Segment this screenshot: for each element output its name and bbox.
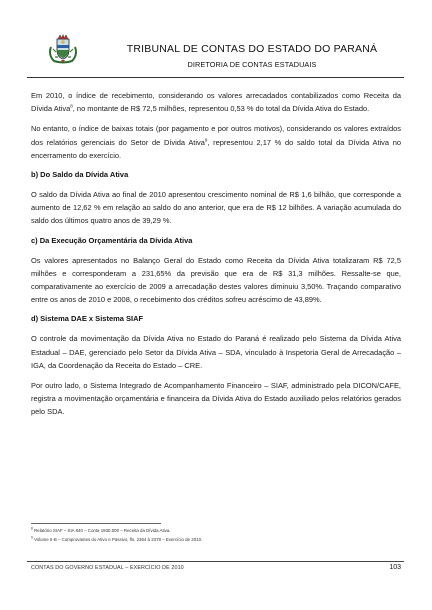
footer-divider: [27, 561, 404, 562]
paragraph-total-writeoffs-text-b: , representou 2,17 % do saldo total da Dívida Ativa no encerramento do exercício.: [31, 137, 401, 160]
footnote-text: Relatório SIAF – SIA 840 – Conta 1930.000 – Receita da Dívida Ativa.: [34, 528, 171, 533]
paragraph-receipt-index-text-b: , no montante de R$ 72,5 milhões, representou 0,53 % do total da Dívida Ativa do Estado.: [72, 104, 370, 114]
paragraph-debt-balance: O saldo da Dívida Ativa ao final de 2010 apresentou crescimento nominal de R$ 1,6 bilhão, que corresponde a aumento de 12,62 % em relação ao saldo do ano anterior, que era de R$ 12 bilhões. A variação acumulada do saldo dos últimos quatro anos de 39,29 %.: [31, 190, 401, 226]
footnote-number: 8: [31, 526, 33, 531]
footnote-number: 9: [31, 535, 33, 540]
footnote-separator: [31, 523, 161, 524]
footnote-ref-9: 9: [204, 137, 208, 143]
paragraph-dae-control: O controle da movimentação da Dívida Ativa no Estado do Paraná é realizado pelo Sistema da Dívida Ativa Estadual – DAE, gerenciado pelo Setor da Dívida Ativa – SDA, vinculado à Inspetoria Geral de Arrecadação – IGA, da Coordenação da Receita do Estado – CRE.: [31, 334, 401, 370]
paragraph-receipt-index: [31, 89, 401, 115]
paragraph-budget-execution: Os valores apresentados no Balanço Geral do Estado como Receita da Dívida Ativa totalizaram R$ 72,5 milhões e corresponderam a 231,65% da previsão que era de R$ 31,3 milhões. Ressalte-se que, comparativamente ao exercício de 2009 a arrecadação destes valores diminuiu 3,50%. Traçando comparativo entre os anos de 2010 e 2008, o recebimento dos créditos sofreu acréscimo de 43,89%.: [31, 255, 401, 305]
page-number: 103: [389, 564, 401, 571]
footnote-text: Volume II-B – Comprovantes do Ativo e Passivo, fls. 2364 à 2378 – Exercício de 2010.: [34, 537, 203, 542]
document-body: [31, 89, 401, 419]
section-heading-c: c) Da Execução Orçamentária da Dívida Ativa: [31, 235, 193, 245]
department-subtitle: DIRETORIA DE CONTAS ESTADUAIS: [187, 60, 317, 69]
footnote-ref-8: 8: [70, 103, 73, 109]
footnotes: [31, 526, 401, 544]
footnote: [31, 526, 401, 535]
section-heading-b: b) Do Saldo da Dívida Ativa: [31, 170, 129, 180]
section-heading-d: d) Sistema DAE x Sistema SIAF: [31, 314, 144, 324]
paragraph-receipt-index-text-a: Em 2010, o índice de recebimento, considerando os valores arrecadados contabilizados como Receita da Dívida Ativa: [31, 91, 401, 114]
paragraph-total-writeoffs: [31, 122, 401, 162]
paragraph-siaf-system: Por outro lado, o Sistema Integrado de Acompanhamento Financeiro – SIAF, administrado pela DICON/CAFE, registra a movimentação orçamentária e financeira da Dívida Ativa do Estado auxiliado pelos relatórios gerados pelo SDA.: [31, 381, 401, 417]
coat-of-arms-icon: [47, 33, 79, 65]
header-divider: [27, 77, 404, 78]
paragraph-total-writeoffs-text-a: No entanto, o índice de baixas totais (por pagamento e por outros motivos), considerando os valores extraídos dos relatórios gerenciais do Setor de Dívida Ativa: [31, 124, 401, 147]
footnote: [31, 535, 401, 544]
footer-title: CONTAS DO GOVERNO ESTADUAL – EXERCÍCIO DE 2010: [31, 565, 184, 571]
organization-title: TRIBUNAL DE CONTAS DO ESTADO DO PARANÁ: [126, 43, 378, 55]
